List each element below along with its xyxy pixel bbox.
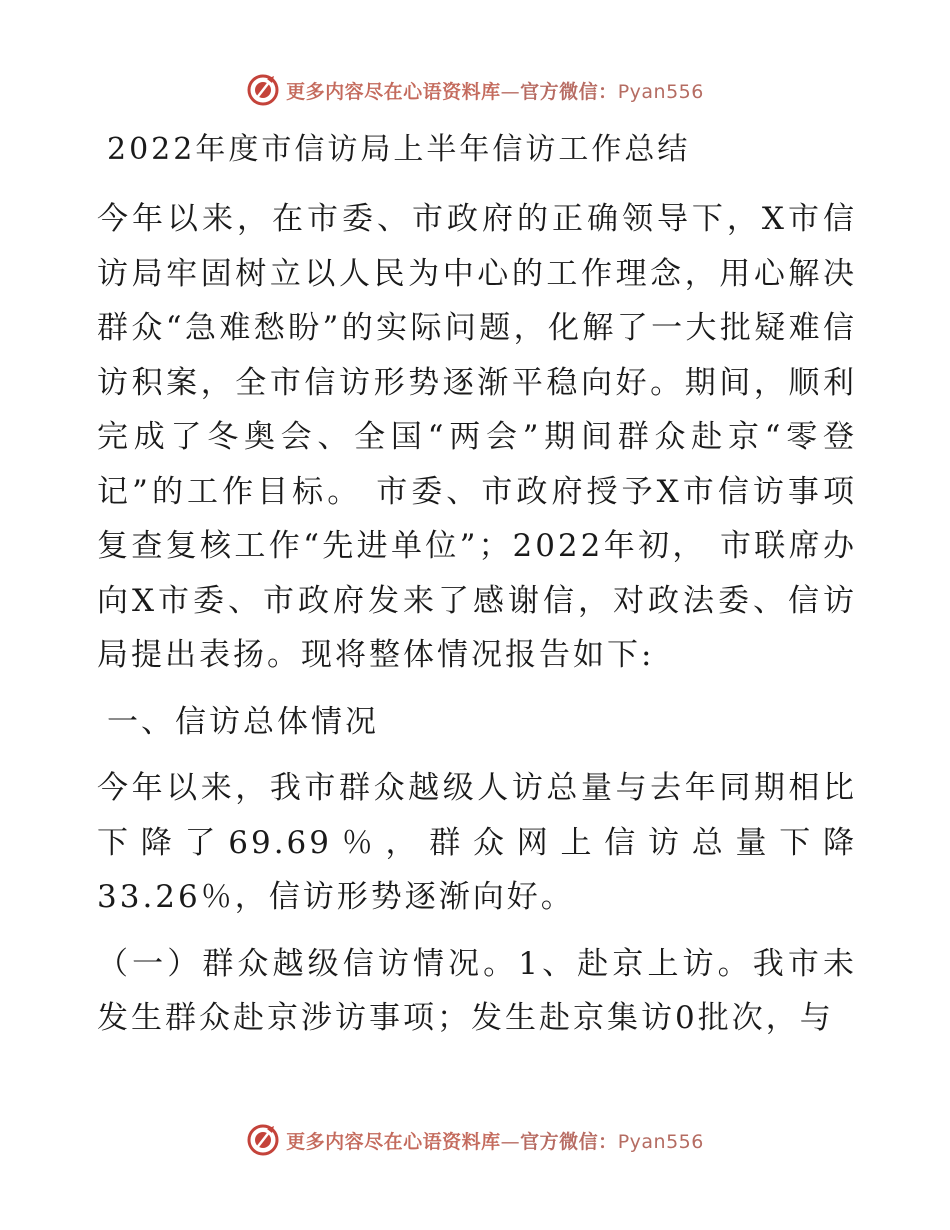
petition-paragraph: （一）群众越级信访情况。1、赴京上访。我市未发生群众赴京涉访事项；发生赴京集访0批次，与: [97, 945, 857, 1036]
document-title: 2022年度市信访局上半年信访工作总结: [107, 132, 691, 167]
footer-watermark: [0, 1120, 950, 1160]
brand-logo-icon: [246, 1123, 280, 1157]
watermark-id: Pyan556: [617, 1130, 704, 1153]
watermark-id: Pyan556: [617, 80, 704, 103]
watermark-separator: —: [500, 1130, 521, 1153]
intro-paragraph: 今年以来，在市委、市政府的正确领导下，X市信访局牢固树立以人民为中心的工作理念，用心解决群众“急难愁盼”的实际问题，化解了一大批疑难信访积案，全市信访形势逐渐平稳向好。期间，顺利完成了冬奥会、全国“两会”期间群众赴京“零登记”的工作目标。 市委、市政府授予X市信访事项复查复核工作“先进单位”；2022年初， 市联席办向X市委、市政府发来了感谢信，对政法委、信访局提出表扬。现将整体情况报告如下:: [97, 201, 857, 673]
watermark-separator: —: [500, 80, 521, 103]
brand-logo-icon: [246, 73, 280, 107]
watermark-brand: 更多内容尽在心语资料库: [286, 80, 501, 103]
watermark-official: 官方微信：: [520, 1130, 618, 1153]
overview-paragraph: 今年以来，我市群众越级人访总量与去年同期相比下降了69.69％，群众网上信访总量下降33.26％，信访形势逐渐向好。: [97, 770, 857, 915]
watermark-brand: 更多内容尽在心语资料库: [286, 1130, 501, 1153]
watermark-official: 官方微信：: [520, 80, 618, 103]
section-heading: 一、信访总体情况: [107, 703, 379, 740]
header-watermark: [0, 70, 950, 110]
document-body: [97, 122, 857, 1046]
